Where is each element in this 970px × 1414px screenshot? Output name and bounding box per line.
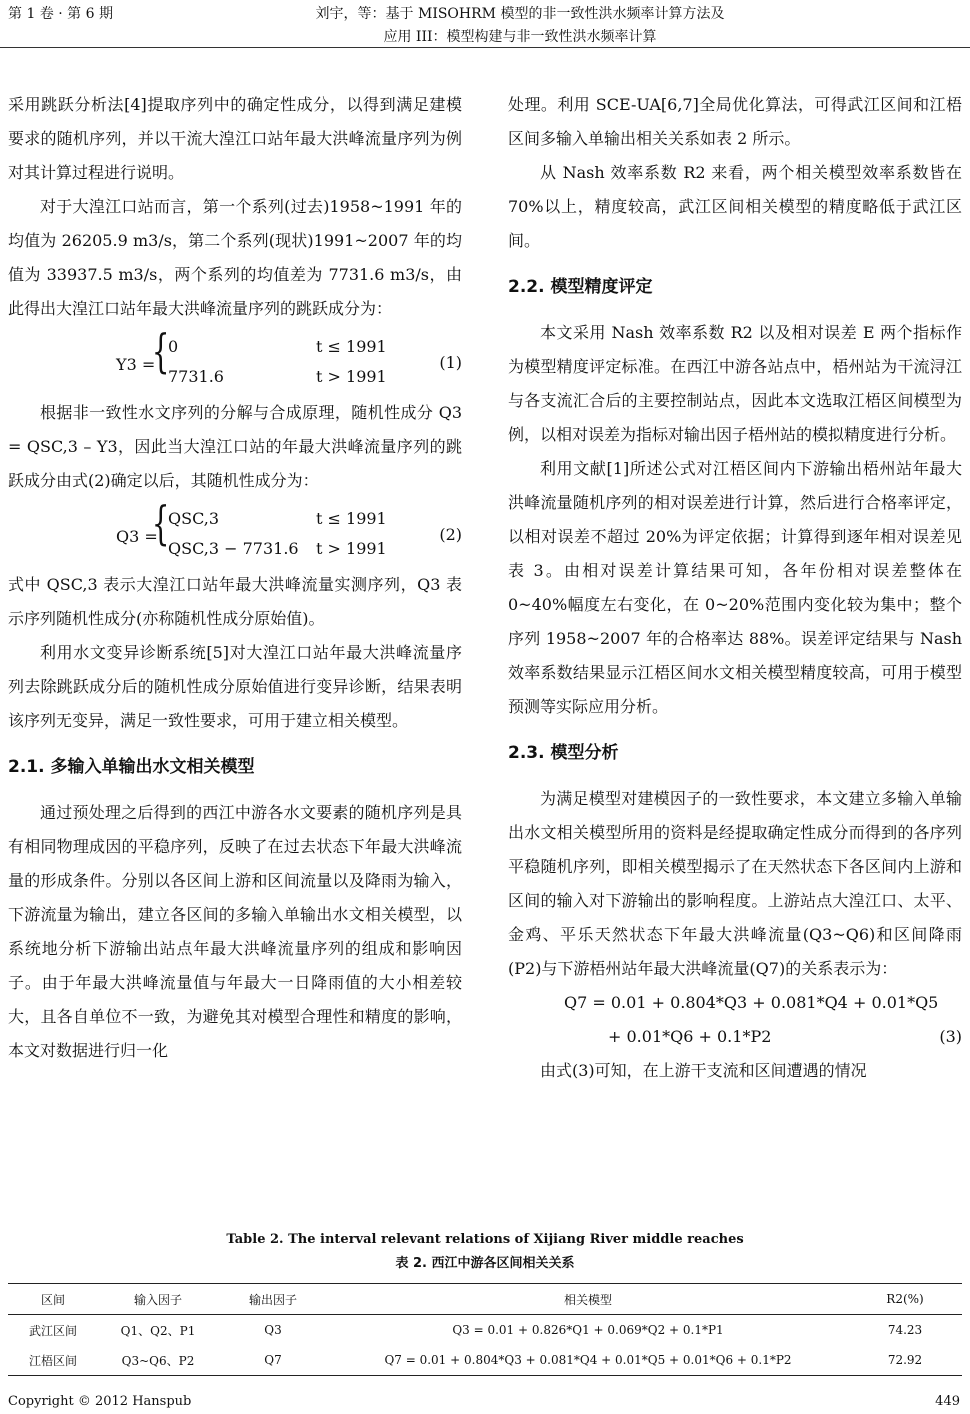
equation-lhs: Q3 = <box>116 527 158 546</box>
paragraph: 由式(3)可知，在上游干支流和区间遭遇的情况 <box>540 1061 867 1080</box>
running-title-line1: 刘宇，等：基于 MISOHRM 模型的非一致性洪水频率计算方法及 <box>315 6 725 22</box>
equation-case-value: QSC,3 <box>168 509 220 528</box>
section-heading: 2.1. 多输入单输出水文相关模型 <box>8 757 255 777</box>
table-cell: Q3 = 0.01 + 0.826*Q1 + 0.069*Q2 + 0.1*P1 <box>452 1323 724 1337</box>
paragraph: 通过预处理之后得到的西江中游各水文要素的随机序列是具有相同物理成因的平稳序列，反映了在过去状态下年最大洪峰流量的形成条件。分别以各区间上游和区间流量以及降雨为输入，下游流量为输出，建立各区间的多输入单输出水文相关模型，以系统地分析下游输出站点年最大洪峰流量序列的组成和影响因子。由于年最大洪峰流量值与年最大一日降雨值的大小相差较大，且各自单位不一致，为避免其对模型合理性和精度的影响，本文对数据进行归一化 <box>8 803 462 1060</box>
equation-text: Q7 = 0.01 + 0.804*Q3 + 0.081*Q4 + 0.01*Q5 <box>564 993 939 1012</box>
paragraph: 处理。利用 SCE-UA[6,7]全局优化算法，可得武江区间和江梧区间多输入单输出相关关系如表 2 所示。 <box>508 95 962 148</box>
paragraph: 本文采用 Nash 效率系数 R2 以及相对误差 E 两个指标作为模型精度评定标准。在西江中游各站点中，梧州站为干流浔江与各支流汇合后的主要控制站点，因此本文选取江梧区间模型为例，以相对误差为指标对输出因子梧州站的模拟精度进行分析。 <box>508 323 962 444</box>
table-cell: 74.23 <box>887 1323 923 1337</box>
relations-table <box>8 1283 962 1376</box>
table-cell: 72.92 <box>887 1353 923 1367</box>
paragraph: 式中 QSC,3 表示大湟江口站年最大洪峰流量实测序列，Q3 表示序列随机性成分(亦称随机性成分原始值)。 <box>8 575 462 628</box>
table-cell: Q3~Q6、P2 <box>121 1353 195 1368</box>
equation-1 <box>8 326 462 396</box>
equation-case-condition: t ≤ 1991 <box>316 509 387 528</box>
section-heading: 2.2. 模型精度评定 <box>508 277 653 297</box>
left-column <box>8 88 462 1068</box>
table-cell: Q7 <box>264 1353 282 1367</box>
equation-number: (1) <box>439 353 462 372</box>
equation-case-value: 7731.6 <box>168 367 224 386</box>
equation-case-value: 0 <box>168 337 179 356</box>
equation-text: + 0.01*Q6 + 0.1*P2 <box>608 1027 772 1046</box>
paragraph: 利用文献[1]所述公式对江梧区间内下游输出梧州站年最大洪峰流量随机序列的相对误差进行计算，然后进行合格率评定，以相对误差不超过 20%为评定依据；计算得到逐年相对误差见表 3。由相对误差计算结果可知，各年份相对误差整体在 0~40%幅度左右变化，在 0~20%范围内变化较为集中；整个序列 1958~2007 年的合格率达 88%。误差评定结果与 Nash 效率系数结果显示江梧区间水文相关模型精度较高，可用于模型预测等实际应用分析。 <box>508 459 962 716</box>
equation-number: (3) <box>939 1027 962 1046</box>
table-row <box>8 1345 962 1376</box>
paragraph: 为满足模型对建模因子的一致性要求，本文建立多输入单输出水文相关模型所用的资料是经提取确定性成分而得到的各序列平稳随机序列，即相关模型揭示了在天然状态下各区间内上游和区间的输入对下游输出的影响程度。上游站点大湟江口、太平、金鸡、平乐天然状态下年最大洪峰流量(Q3~Q6)和区间降雨(P2)与下游梧州站年最大洪峰流量(Q7)的关系表示为： <box>508 789 962 978</box>
table-caption-cn: 表 2. 西江中游各区间相关关系 <box>395 1256 575 1271</box>
equation-2 <box>8 498 462 568</box>
equation-number: (2) <box>439 525 462 544</box>
paragraph: 采用跳跃分析法[4]提取序列中的确定性成分，以得到满足建模要求的随机序列，并以干流大湟江口站年最大洪峰流量序列为例对其计算过程进行说明。 <box>8 95 462 182</box>
page-header <box>0 0 970 50</box>
paragraph: 根据非一致性水文序列的分解与合成原理，随机性成分 Q3 = QSC,3 – Y3，因此当大湟江口站的年最大洪峰流量序列的跳跃成分由式(2)确定以后，其随机性成分为： <box>8 403 462 490</box>
column-header: 区间 <box>40 1292 65 1307</box>
table-header-row <box>8 1284 962 1315</box>
equation-3-line2 <box>508 1020 962 1054</box>
brace-icon: { <box>151 324 170 378</box>
equation-lhs: Y3 = <box>116 355 156 374</box>
column-header: 相关模型 <box>563 1292 612 1307</box>
column-header: 输入因子 <box>133 1292 182 1307</box>
paragraph: 从 Nash 效率系数 R2 来看，两个相关模型效率系数皆在 70%以上，精度较高，武江区间相关模型的精度略低于武江区间。 <box>508 163 962 250</box>
header-rule <box>0 47 970 48</box>
equation-case-value: QSC,3 − 7731.6 <box>168 539 299 558</box>
section-heading: 2.3. 模型分析 <box>508 743 619 763</box>
equation-case-condition: t > 1991 <box>316 539 387 558</box>
journal-issue: 第 1 卷 · 第 6 期 <box>8 6 113 22</box>
copyright: Copyright © 2012 Hanspub <box>8 1394 192 1409</box>
right-column <box>508 88 962 1088</box>
page-number: 449 <box>935 1394 960 1409</box>
equation-case-condition: t > 1991 <box>316 367 387 386</box>
table-cell: Q3 <box>264 1323 282 1337</box>
paragraph: 对于大湟江口站而言，第一个系列(过去)1958~1991 年的均值为 26205.9 m3/s，第二个系列(现状)1991~2007 年的均值为 33937.5 m3/s，两个系列的均值差为 7731.6 m3/s，由此得出大湟江口站年最大洪峰流量序列的跳跃成分为： <box>8 197 462 318</box>
running-title-line2: 应用 III：模型构建与非一致性洪水频率计算 <box>383 29 657 45</box>
table-cell: 武江区间 <box>28 1323 77 1338</box>
table-caption-en: Table 2. The interval relevant relations of Xijiang River middle reaches <box>226 1232 744 1247</box>
equation-3-line1 <box>508 986 962 1020</box>
column-header: R2(%) <box>886 1292 924 1306</box>
table-row <box>8 1315 962 1346</box>
table-cell: 江梧区间 <box>28 1353 77 1368</box>
table-cell: Q7 = 0.01 + 0.804*Q3 + 0.081*Q4 + 0.01*Q5 + 0.01*Q6 + 0.1*P2 <box>384 1353 792 1367</box>
brace-icon: { <box>151 496 170 550</box>
equation-case-condition: t ≤ 1991 <box>316 337 387 356</box>
column-header: 输出因子 <box>248 1292 297 1307</box>
paragraph: 利用水文变异诊断系统[5]对大湟江口站年最大洪峰流量序列去除跳跃成分后的随机性成分原始值进行变异诊断，结果表明该序列无变异，满足一致性要求，可用于建立相关模型。 <box>8 643 462 730</box>
table-cell: Q1、Q2、P1 <box>120 1323 196 1338</box>
